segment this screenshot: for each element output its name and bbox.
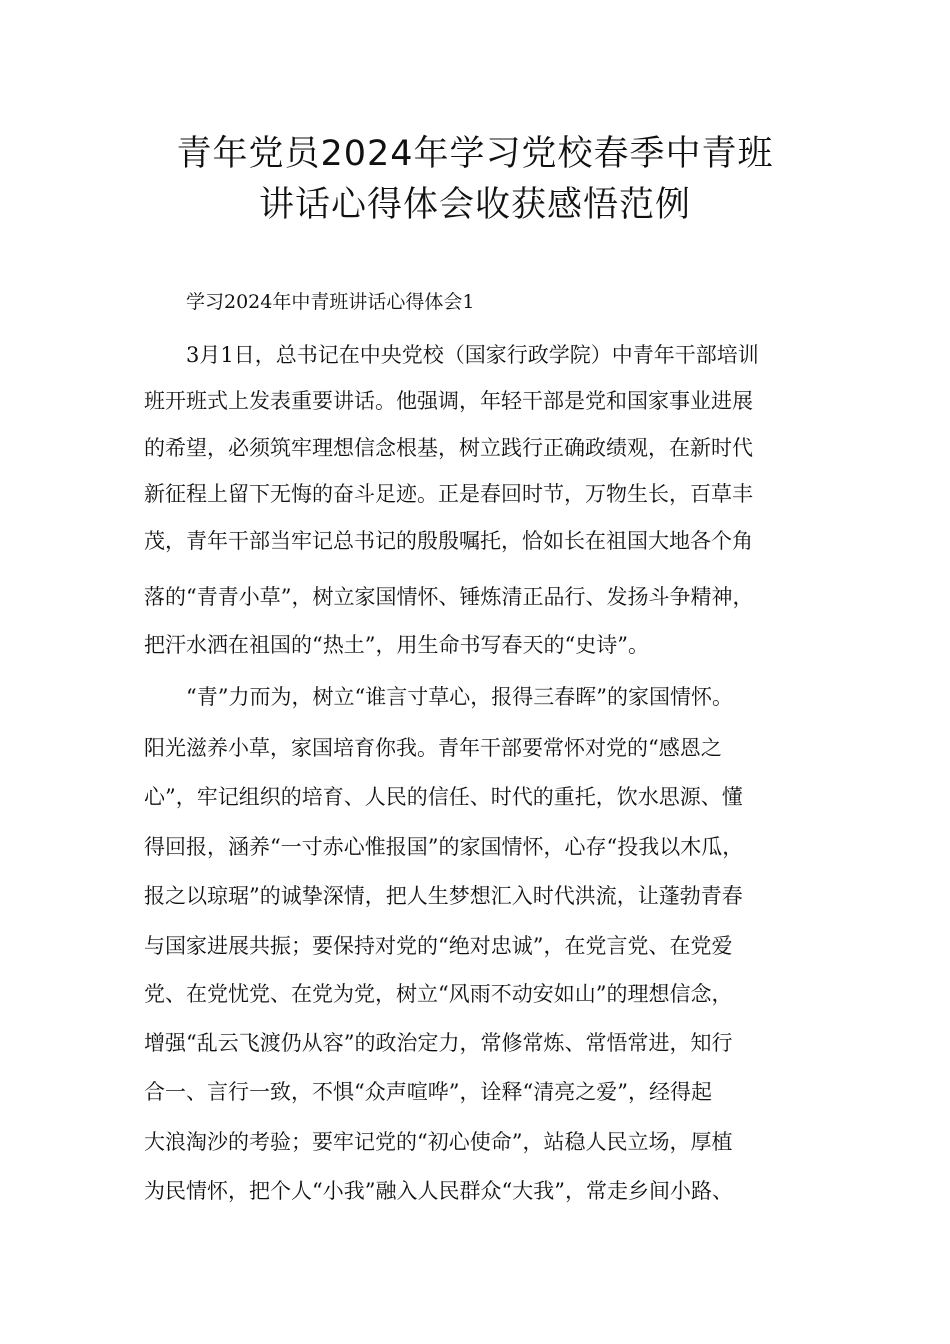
paragraph-2-line: 党、在党忧党、在党为党，树立“风雨不动安如山”的理想信念， <box>144 982 733 1006</box>
paragraph-1-line: 落的“青青小草”，树立家国情怀、锤炼清正品行、发扬斗争精神， <box>144 585 754 609</box>
paragraph-1-line: 把汗水洒在祖国的“热土”，用生命书写春天的“史诗”。 <box>144 633 649 657</box>
paragraph-2-line: 增强“乱云飞渡仍从容”的政治定力，常修常炼、常悟常进，知行 <box>144 1031 733 1055</box>
paragraph-1-line: 的希望，必须筑牢理想信念根基，树立践行正确政绩观，在新时代 <box>144 436 753 460</box>
paragraph-2-line: 与国家进展共振；要保持对党的“绝对忠诚”，在党言党、在党爱 <box>144 934 733 958</box>
paragraph-2-line: 得回报，涵养“一寸赤心惟报国”的家国情怀，心存“投我以木瓜， <box>144 835 744 859</box>
section-heading: 学习2024年中青班讲话心得体会1 <box>186 291 475 313</box>
paragraph-2-line: 合一、言行一致，不惧“众声喧哗”，诠释“清亮之爱”，经得起 <box>144 1080 712 1104</box>
paragraph-1-line: 3月1日，总书记在中央党校（国家行政学院）中青年干部培训 <box>186 343 759 367</box>
paragraph-2-line: 为民情怀，把个人“小我”融入人民群众“大我”，常走乡间小路、 <box>144 1179 733 1203</box>
paragraph-1-line: 新征程上留下无悔的奋斗足迹。正是春回时节，万物生长，百草丰 <box>144 482 753 506</box>
paragraph-1-line: 茂，青年干部当牢记总书记的殷殷嘱托，恰如长在祖国大地各个角 <box>144 529 753 553</box>
document-title-line-1: 青年党员2024年学习党校春季中青班 <box>176 134 774 174</box>
paragraph-2-line: 阳光滋养小草，家国培育你我。青年干部要常怀对党的“感恩之 <box>144 736 722 760</box>
paragraph-2-line: 报之以琼琚”的诚挚深情，把人生梦想汇入时代洪流，让蓬勃青春 <box>144 884 743 908</box>
paragraph-1-line: 班开班式上发表重要讲话。他强调，年轻干部是党和国家事业进展 <box>144 389 753 413</box>
paragraph-2-line: “青”力而为，树立“谁言寸草心，报得三春晖”的家国情怀。 <box>186 685 733 709</box>
document-title-line-2: 讲话心得体会收获感悟范例 <box>258 185 691 225</box>
paragraph-2-line: 心”，牢记组织的培育、人民的信任、时代的重托，饮水思源、懂 <box>144 785 743 809</box>
paragraph-2-line: 大浪淘沙的考验；要牢记党的“初心使命”，站稳人民立场，厚植 <box>144 1130 733 1154</box>
